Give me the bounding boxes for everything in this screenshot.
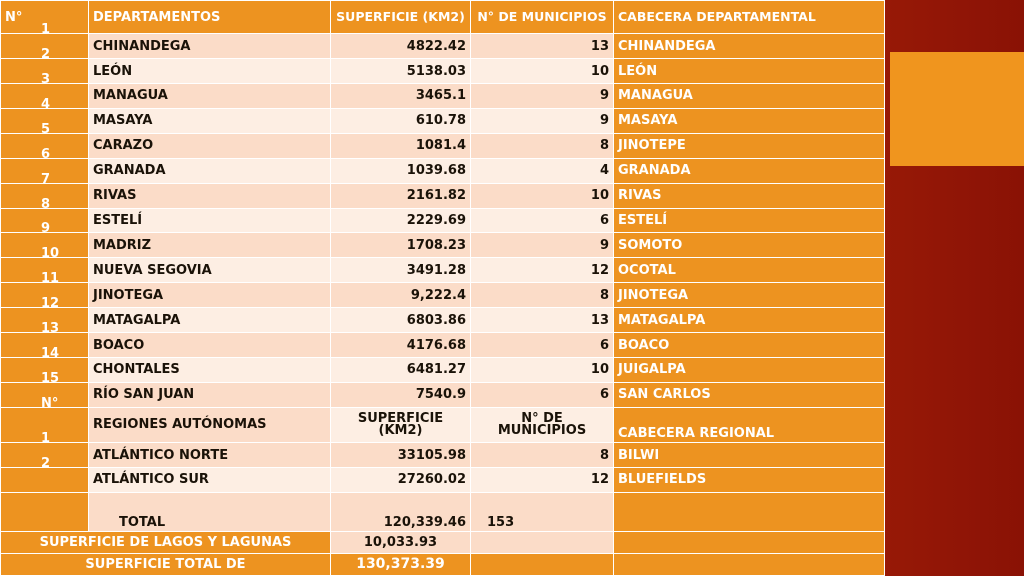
row-number-text: 2 (41, 455, 51, 471)
total-number-cell (1, 492, 89, 531)
row-cabecera: LEÓN (614, 59, 885, 84)
row-name: RÍO SAN JUAN (89, 382, 331, 407)
total-area: 120,339.46 (331, 492, 471, 531)
row-number-text: 1 (41, 431, 51, 447)
row-name: LEÓN (89, 59, 331, 84)
grand-total-row (1, 554, 885, 576)
table-row (1, 258, 885, 283)
row-cabecera: MANAGUA (614, 84, 885, 109)
row-municipios: 10 (471, 357, 614, 382)
header-number: N° (1, 1, 89, 34)
regions-header-superficie: SUPERFICIE (KM2) (331, 407, 471, 442)
row-cabecera: SAN CARLOS (614, 382, 885, 407)
grand-total-value: 130,373.39 (331, 554, 471, 576)
table-row (1, 34, 885, 59)
row-name: GRANADA (89, 158, 331, 183)
row-municipios: 9 (471, 84, 614, 109)
regions-header-row (1, 407, 885, 442)
row-cabecera: GRANADA (614, 158, 885, 183)
table-header-row (1, 1, 885, 34)
row-name: CHONTALES (89, 357, 331, 382)
row-municipios: 6 (471, 382, 614, 407)
total-municipios: 153 (471, 492, 614, 531)
row-municipios: 9 (471, 108, 614, 133)
row-number-text: 11 (41, 271, 60, 287)
row-number-text: 15 (41, 370, 60, 386)
row-cabecera: JUIGALPA (614, 357, 885, 382)
row-cabecera: MATAGALPA (614, 308, 885, 333)
row-area: 1039.68 (331, 158, 471, 183)
row-cabecera: JINOTEGA (614, 283, 885, 308)
regions-header-municipios: N° DE MUNICIPIOS (471, 407, 614, 442)
row-name: CHINANDEGA (89, 34, 331, 59)
header-municipios: N° DE MUNICIPIOS (471, 1, 614, 34)
row-area: 9,222.4 (331, 283, 471, 308)
row-name: CARAZO (89, 133, 331, 158)
row-number-text: 7 (41, 171, 51, 187)
row-name: MANAGUA (89, 84, 331, 109)
table-row (1, 333, 885, 358)
row-name: BOACO (89, 333, 331, 358)
row-cabecera: BILWI (614, 443, 885, 468)
row-municipios: 13 (471, 308, 614, 333)
row-area: 3491.28 (331, 258, 471, 283)
row-name: ATLÁNTICO NORTE (89, 443, 331, 468)
table-row (1, 183, 885, 208)
row-number-text: 6 (41, 146, 51, 162)
row-area: 1081.4 (331, 133, 471, 158)
row-municipios: 10 (471, 183, 614, 208)
row-municipios: 10 (471, 59, 614, 84)
row-area: 3465.1 (331, 84, 471, 109)
row-number-text: 4 (41, 96, 51, 112)
table-row (1, 382, 885, 407)
table-row (1, 158, 885, 183)
lakes-cabecera-empty (614, 532, 885, 554)
row-number-text: 8 (41, 196, 51, 212)
row-municipios: 8 (471, 133, 614, 158)
row-number-text: 13 (41, 321, 60, 337)
regions-header-cabecera: CABECERA REGIONAL (614, 407, 885, 442)
table-row (1, 443, 885, 468)
row-area: 4176.68 (331, 333, 471, 358)
row-cabecera: MASAYA (614, 108, 885, 133)
row-number-text: 9 (41, 221, 51, 237)
row-name: MATAGALPA (89, 308, 331, 333)
row-cabecera: SOMOTO (614, 233, 885, 258)
regions-header-number-text: N° (41, 395, 59, 411)
lakes-label: SUPERFICIE DE LAGOS Y LAGUNAS (1, 532, 331, 554)
row-name: ATLÁNTICO SUR (89, 467, 331, 492)
table-row (1, 233, 885, 258)
row-cabecera: BOACO (614, 333, 885, 358)
row-name: JINOTEGA (89, 283, 331, 308)
row-area: 6803.86 (331, 308, 471, 333)
row-area: 4822.42 (331, 34, 471, 59)
row-name: MASAYA (89, 108, 331, 133)
total-cabecera-empty (614, 492, 885, 531)
table-row (1, 84, 885, 109)
row-cabecera: CHINANDEGA (614, 34, 885, 59)
row-number-text: 12 (41, 296, 60, 312)
row-name: NUEVA SEGOVIA (89, 258, 331, 283)
table-row (1, 283, 885, 308)
table-row (1, 133, 885, 158)
row-area: 2229.69 (331, 208, 471, 233)
row-municipios: 6 (471, 333, 614, 358)
table-row (1, 108, 885, 133)
row-number (1, 455, 89, 492)
header-cabecera: CABECERA DEPARTAMENTAL (614, 1, 885, 34)
lakes-value: 10,033.93 (331, 532, 471, 554)
row-cabecera: ESTELÍ (614, 208, 885, 233)
total-row (1, 492, 885, 531)
row-municipios: 13 (471, 34, 614, 59)
row-number-text: 10 (41, 246, 60, 262)
decorative-orange-box (890, 52, 1024, 166)
table-row (1, 308, 885, 333)
lakes-row (1, 532, 885, 554)
row-area: 6481.27 (331, 357, 471, 382)
row-area: 1708.23 (331, 233, 471, 258)
grand-total-label: SUPERFICIE TOTAL DE (1, 554, 331, 576)
row-cabecera: BLUEFIELDS (614, 467, 885, 492)
row-cabecera: JINOTEPE (614, 133, 885, 158)
row-number-text: 1 (41, 22, 51, 38)
row-municipios: 8 (471, 443, 614, 468)
row-cabecera: RIVAS (614, 183, 885, 208)
row-name: MADRIZ (89, 233, 331, 258)
row-municipios: 9 (471, 233, 614, 258)
row-area: 33105.98 (331, 443, 471, 468)
header-superficie: SUPERFICIE (KM2) (331, 1, 471, 34)
header-departamentos: DEPARTAMENTOS (89, 1, 331, 34)
row-name: ESTELÍ (89, 208, 331, 233)
total-label: TOTAL (89, 492, 331, 531)
row-area: 7540.9 (331, 382, 471, 407)
row-cabecera: OCOTAL (614, 258, 885, 283)
row-municipios: 12 (471, 467, 614, 492)
table-row (1, 357, 885, 382)
row-area: 610.78 (331, 108, 471, 133)
table-row (1, 208, 885, 233)
row-name: RIVAS (89, 183, 331, 208)
grand-total-cabecera-empty (614, 554, 885, 576)
row-number-text: 3 (41, 72, 51, 88)
row-area: 27260.02 (331, 467, 471, 492)
row-area: 5138.03 (331, 59, 471, 84)
row-number-text: 2 (41, 47, 51, 63)
row-municipios: 12 (471, 258, 614, 283)
table-row (1, 467, 885, 492)
lakes-empty (471, 532, 614, 554)
row-area: 2161.82 (331, 183, 471, 208)
table-row (1, 59, 885, 84)
regions-header-name: REGIONES AUTÓNOMAS (89, 407, 331, 442)
row-municipios: 8 (471, 283, 614, 308)
row-municipios: 4 (471, 158, 614, 183)
row-number-text: 14 (41, 345, 60, 361)
row-number-text: 5 (41, 121, 51, 137)
grand-total-empty (471, 554, 614, 576)
row-municipios: 6 (471, 208, 614, 233)
